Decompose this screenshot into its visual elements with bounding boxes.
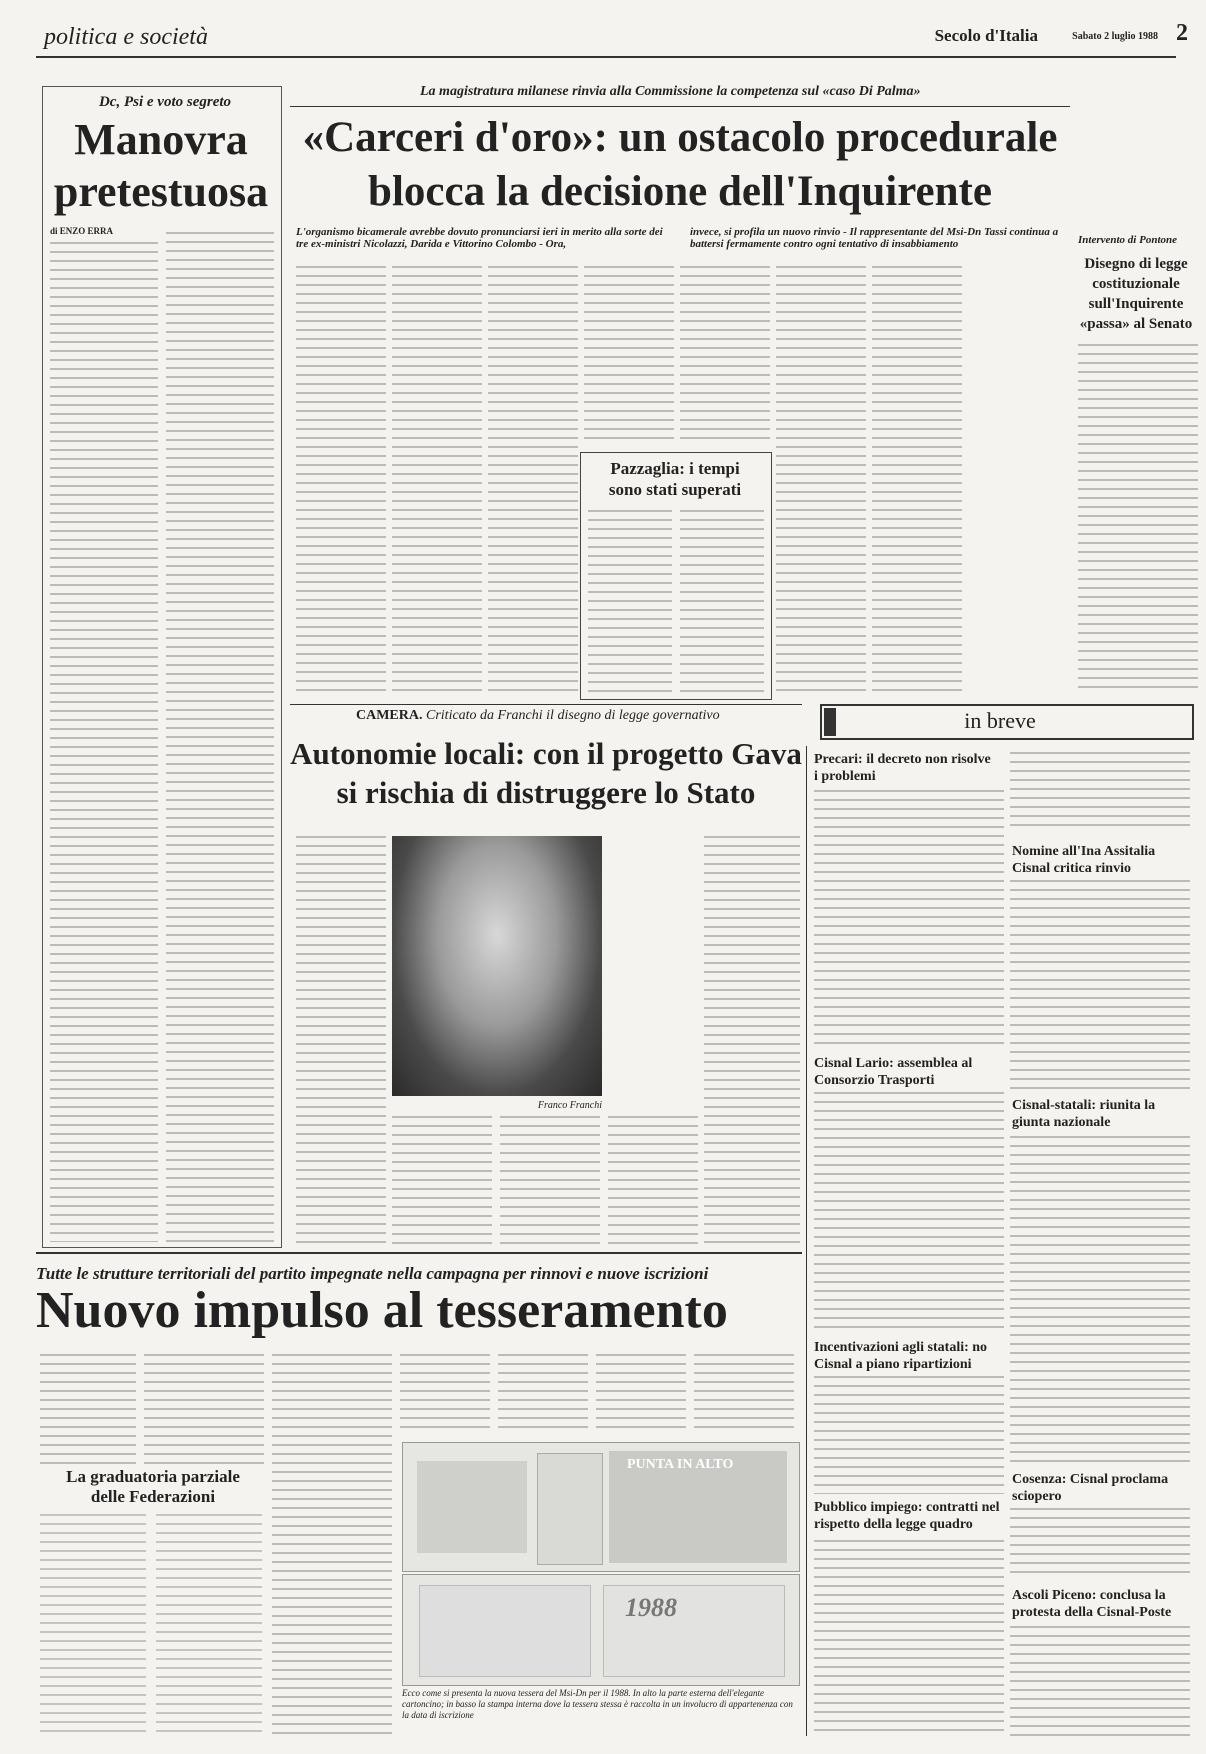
main-text-col-3	[488, 266, 578, 698]
page-number: 2	[1176, 20, 1188, 46]
brief-title-7: Pubblico impiego: contratti nel rispetto della legge quadro	[814, 1500, 1000, 1532]
card-outer-image	[402, 1442, 800, 1572]
brief-title-3: Cisnal Lario: assemblea al Consorzio Trasporti	[814, 1056, 973, 1088]
camera-title-1: Autonomie locali: con il progetto Gava	[290, 736, 802, 771]
pontone-kicker: Intervento di Pontone	[1078, 234, 1178, 246]
paper-name: Secolo d'Italia	[934, 26, 1038, 45]
main-sub-right: invece, si profila un nuovo rinvio - Il rappresentante del Msi-Dn Tassi continua a battersi fermamente contro ogni tentativo di insabbiamento	[690, 226, 1059, 250]
brief-text-8	[1010, 1626, 1190, 1736]
pontone-title-1: Disegno di legge	[1084, 256, 1188, 272]
main-text-col-2	[392, 266, 482, 698]
brief-title-5: Incentivazioni agli statali: no Cisnal a piano ripartizioni	[814, 1340, 988, 1372]
tess-text-col-2	[144, 1354, 264, 1464]
main-kicker: La magistratura milanese rinvia alla Commissione la competenza sul «caso Di Palma»	[420, 84, 921, 99]
table-title-1: La graduatoria parziale	[66, 1467, 240, 1486]
pazzaglia-title-1: Pazzaglia: i tempi	[610, 459, 740, 478]
main-title-1: «Carceri d'oro»: un ostacolo procedurale	[302, 114, 1058, 161]
tess-text-col-1	[40, 1354, 136, 1464]
table-col-1	[40, 1514, 146, 1734]
brief-text-1	[814, 790, 1004, 1050]
brief-text-2	[1010, 880, 1190, 1090]
camera-text-col-1	[296, 836, 386, 1244]
card-cover-text: PUNTA IN ALTO	[627, 1457, 734, 1472]
pontone-text	[1078, 344, 1198, 688]
left-title-1: Manovra	[74, 115, 248, 164]
camera-text-col-3	[500, 1116, 600, 1244]
main-text-col-4	[584, 266, 674, 444]
left-title-2: pretestuosa	[53, 167, 269, 216]
brief-title-2: Nomine all'Ina Assitalia Cisnal critica rinvio	[1012, 844, 1156, 876]
camera-kicker	[356, 708, 720, 724]
main-kicker-rule	[290, 106, 1070, 107]
in-breve-label: in breve	[964, 708, 1036, 733]
brief-text-7	[814, 1540, 1004, 1736]
main-text-col-5	[680, 266, 770, 444]
pontone-title-3: sull'Inquirente	[1088, 296, 1184, 312]
tess-text-col-6	[596, 1354, 686, 1434]
left-kicker: Dc, Psi e voto segreto	[98, 94, 232, 110]
brief-text-6	[1010, 1508, 1190, 1580]
camera-rule	[290, 704, 802, 705]
tesseramento-title: Nuovo impulso al tesseramento	[36, 1282, 728, 1339]
pazzaglia-title-2: sono stati superati	[608, 480, 742, 499]
left-text-col-2	[166, 232, 274, 1242]
franchi-caption: Franco Franchi	[537, 1100, 602, 1111]
in-breve-bar	[824, 708, 836, 736]
card-thumbnail	[417, 1461, 527, 1553]
left-byline: di ENZO ERRA	[50, 226, 114, 236]
camera-kicker-rest: Criticato da Franchi il disegno di legge governativo	[426, 708, 720, 723]
card-year: 1988	[625, 1593, 677, 1622]
pazzaglia-text-1	[588, 510, 672, 692]
brief-title-1: Precari: il decreto non risolve i problemi	[814, 752, 991, 784]
card-inner-left	[419, 1585, 591, 1677]
camera-text-col-4	[608, 1116, 698, 1244]
brief-text-5	[814, 1376, 1004, 1494]
card-spine	[537, 1453, 603, 1565]
tess-text-col-7	[694, 1354, 794, 1434]
camera-kicker-bold: CAMERA.	[356, 708, 423, 723]
main-sub-left: L'organismo bicamerale avrebbe dovuto pronunciarsi ieri in merito alla sorte dei tre ex-ministri Nicolazzi, Darida e Vittorino Colombo - Ora,	[296, 226, 663, 250]
tesseramento-rule	[36, 1252, 802, 1254]
camera-text-col-5	[704, 836, 800, 1244]
pontone-title-4: «passa» al Senato	[1079, 316, 1193, 332]
franchi-photo	[392, 836, 602, 1096]
brief-title-4: Cisnal-statali: riunita la giunta nazionale	[1012, 1098, 1156, 1130]
issue-date: Sabato 2 luglio 1988	[1072, 31, 1158, 42]
brief-text-4	[1010, 1136, 1190, 1466]
tess-text-col-3	[272, 1354, 392, 1734]
pazzaglia-text-2	[680, 510, 764, 692]
main-title-2: blocca la decisione dell'Inquirente	[368, 168, 992, 215]
table-col-2	[156, 1514, 262, 1734]
left-text-col-1	[50, 242, 158, 1242]
tess-text-col-5	[498, 1354, 588, 1434]
header-rule	[36, 56, 1176, 58]
main-text-col-1	[296, 266, 386, 698]
camera-text-col-2	[392, 1116, 492, 1244]
brief-text-3	[814, 1092, 1004, 1332]
in-breve-divider	[806, 746, 807, 1736]
tesseramento-kicker: Tutte le strutture territoriali del partito impegnate nella campagna per rinnovi e nuove iscrizioni	[36, 1264, 709, 1283]
pontone-title-2: costituzionale	[1092, 276, 1180, 292]
tess-text-col-4	[400, 1354, 490, 1434]
main-text-col-7	[872, 266, 962, 698]
table-title-2: delle Federazioni	[90, 1487, 216, 1506]
section-label: politica e società	[44, 24, 208, 50]
main-text-col-6	[776, 266, 866, 698]
camera-title-2: si rischia di distruggere lo Stato	[336, 775, 756, 810]
card-inner-image	[402, 1574, 800, 1686]
brief-title-8: Ascoli Piceno: conclusa la protesta della Cisnal-Poste	[1012, 1588, 1172, 1620]
brief-title-6: Cosenza: Cisnal proclama sciopero	[1012, 1472, 1169, 1504]
card-caption: Ecco come si presenta la nuova tessera del Msi-Dn per il 1988. In alto la parte esterna dell'elegante cartoncino; in basso la stampa interna dove la tessera stessa è raccolta in un involucro di appartenenza con la data di iscrizione	[402, 1688, 793, 1720]
brief-text-1b	[1010, 752, 1190, 832]
